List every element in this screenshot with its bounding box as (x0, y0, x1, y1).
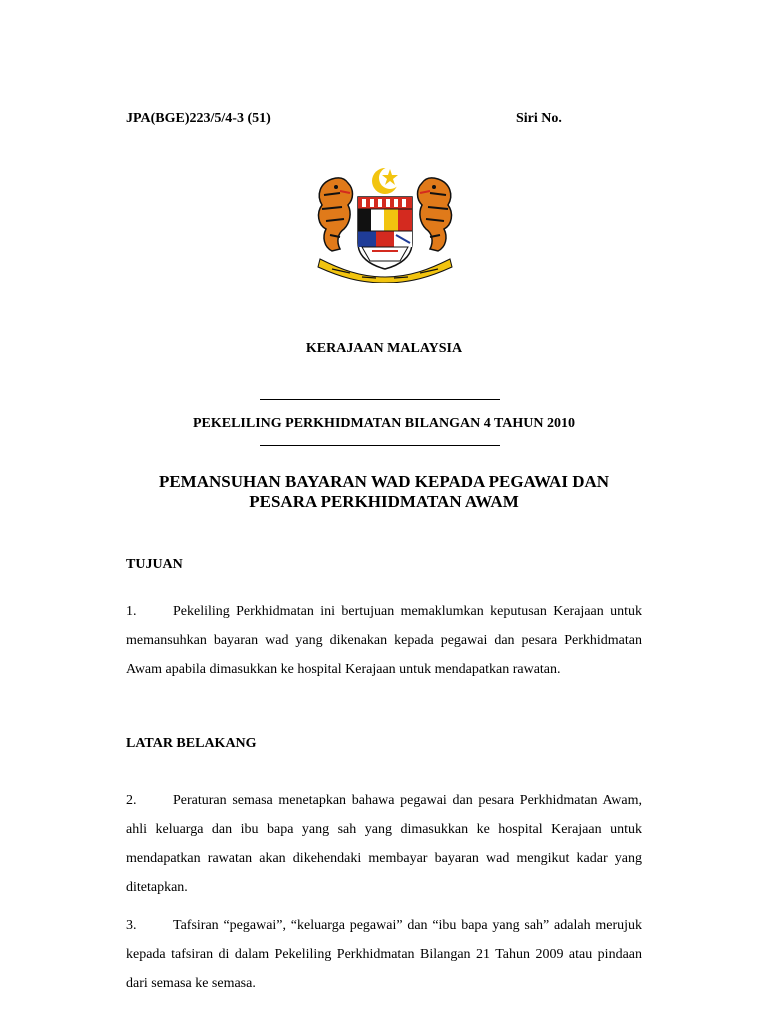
paragraph-2 (126, 786, 642, 902)
reference-number: JPA(BGE)223/5/4-3 (51) (126, 111, 271, 126)
section-heading-tujuan: TUJUAN (126, 557, 183, 572)
paragraph-text: Pekeliling Perkhidmatan ini bertujuan memaklumkan keputusan Kerajaan untuk memansuhkan bayaran wad yang dikenakan kepada pegawai dan pesara Perkhidmatan Awam apabila dimasukkan ke hospital Kerajaan untuk mendapatkan rawatan. (126, 604, 642, 677)
paragraph-number: 2. (126, 793, 137, 808)
coat-of-arms-icon (310, 165, 460, 283)
crescent-star-icon (372, 167, 401, 194)
paragraph-number: 1. (126, 604, 137, 619)
title-line-2: PESARA PERKHIDMATAN AWAM (249, 492, 519, 511)
section-heading-latar-belakang: LATAR BELAKANG (126, 736, 257, 751)
divider-top (260, 399, 500, 400)
divider-bottom (260, 445, 500, 446)
right-tiger-icon (418, 178, 452, 251)
paragraph-number: 3. (126, 918, 137, 933)
left-tiger-icon (319, 178, 353, 251)
serial-number-label: Siri No. (516, 111, 562, 126)
document-title (0, 472, 768, 512)
government-heading: KERAJAAN MALAYSIA (305, 341, 463, 356)
paragraph-text: Tafsiran “pegawai”, “keluarga pegawai” dan “ibu bapa yang sah” adalah merujuk kepada tafsiran di dalam Pekeliling Perkhidmatan Bilangan 21 Tahun 2009 atau pindaan dari semasa ke semasa. (126, 918, 642, 991)
paragraph-3 (126, 911, 642, 998)
paragraph-1 (126, 597, 642, 684)
title-line-1: PEMANSUHAN BAYARAN WAD KEPADA PEGAWAI DAN (158, 472, 610, 491)
circular-number: PEKELILING PERKHIDMATAN BILANGAN 4 TAHUN 2010 (192, 416, 576, 431)
shield-icon (358, 197, 412, 269)
paragraph-text: Peraturan semasa menetapkan bahawa pegawai dan pesara Perkhidmatan Awam, ahli keluarga dan ibu bapa yang sah yang dimasukkan ke hospital Kerajaan untuk mendapatkan rawatan akan dikehendaki membayar bayaran wad mengikut kadar yang ditetapkan. (126, 793, 642, 895)
